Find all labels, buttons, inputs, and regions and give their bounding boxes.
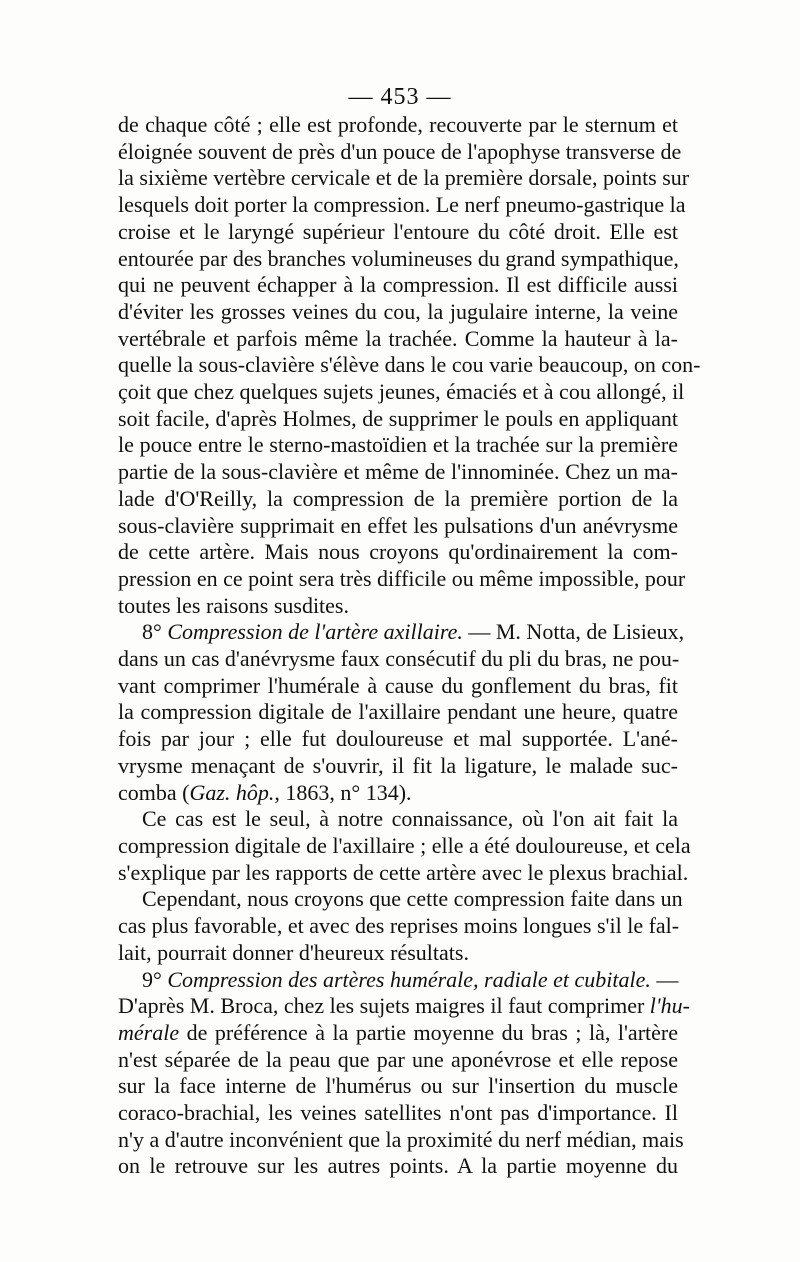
text-line: Ce cas est le seul, à notre connaissance, où l'on ait fait la [142,806,678,832]
text-line [118,1020,678,1047]
text-line: pression en ce point sera très difficile ou même impossible, pour [118,565,686,591]
text-line: vertébrale et parfois même la trachée. Comme la hauteur à la- [118,325,678,351]
text-line: s'explique par les rapports de cette artère avec le plexus brachial. [118,859,689,885]
text-line: vant comprimer l'humérale à cause du gonflement du bras, fit [118,672,678,698]
text-fragment: , 1863, n° 134). [274,779,412,805]
text-line: d'éviter les grosses veines du cou, la jugulaire interne, la veine [118,298,678,324]
text-fragment: — M. Notta, de Lisieux, [462,619,685,645]
text-line: compression digitale de l'axillaire ; elle a été douloureuse, et cela [118,832,691,858]
text-line: croise et le laryngé supérieur l'entoure du côté droit. Elle est [118,218,678,244]
section-number: 8° [142,619,168,645]
citation-line [118,780,678,807]
text-line: Cependant, nous croyons que cette compression faite dans un [142,886,683,912]
text-line: la sixième vertèbre cervicale et de la première dorsale, points sur [118,165,690,191]
text-line: dans un cas d'anévrysme faux consécutif du pli du bras, ne pou- [118,646,680,672]
italic-term: mérale [118,1019,180,1045]
text-line: sur la face interne de l'humérus ou sur l'insertion du muscle [118,1073,678,1099]
text-line: entourée par des branches volumineuses du grand sympathique, [118,245,679,271]
citation-source: Gaz. hôp. [189,779,275,805]
text-line: partie de la sous-clavière et même de l'innominée. Chez un ma- [118,459,678,485]
section-heading-line [118,967,678,994]
text-fragment: de préférence à la partie moyenne du bras ; là, l'artère [179,1019,678,1045]
text-line: coraco-brachial, les veines satellites n'ont pas d'importance. Il [118,1100,678,1126]
section-number: 9° [142,966,168,992]
page-number: — 453 — [348,84,452,110]
text-line: quelle la sous-clavière s'élève dans le cou varie beaucoup, on con- [118,352,701,378]
section-title: Compression de l'artère axillaire. [167,619,463,645]
text-fragment: — [650,966,679,992]
text-line: vrysme menaçant de s'ouvrir, il fit la ligature, le malade suc- [118,752,678,778]
text-line [118,993,690,1020]
text-line: qui ne peuvent échapper à la compression. Il est difficile aussi [118,272,678,298]
text-fragment: D'après M. Broca, chez les sujets maigres il faut comprimer [118,993,650,1019]
text-line: la compression digitale de l'axillaire pendant une heure, quatre [118,699,678,725]
section-heading-line [118,619,685,646]
text-line: lade d'O'Reilly, la compression de la première portion de la [118,485,678,511]
section-title: Compression des artères humérale, radiale et cubitale. [167,966,651,992]
text-line: fois par jour ; elle fut douloureuse et mal supportée. L'ané- [118,726,678,752]
italic-term: l'hu- [649,993,690,1019]
text-line: sous-clavière supprimait en effet les pulsations d'un anévrysme [118,512,678,538]
text-line: soit facile, d'après Holmes, de supprimer le pouls en appliquant [118,405,678,431]
text-line: éloignée souvent de près d'un pouce de l'apophyse transverse de [118,138,682,164]
text-line: toutes les raisons susdites. [118,592,349,618]
text-line: de chaque côté ; elle est profonde, recouverte par le sternum et [118,112,678,137]
text-line: de cette artère. Mais nous croyons qu'ordinairement la com- [118,539,678,565]
text-line: çoit que chez quelques sujets jeunes, émaciés et à cou allongé, il [118,379,685,405]
body-text [118,112,701,1180]
text-line: lait, pourrait donner d'heureux résultats. [118,939,469,965]
text-line: cas plus favorable, et avec des reprises moins longues s'il le fal- [118,913,680,939]
text-line: lesquels doit porter la compression. Le nerf pneumo-gastrique la [118,192,686,218]
text-line: on le retrouve sur les autres points. A la partie moyenne du [118,1153,678,1179]
text-fragment: comba ( [118,779,190,805]
text-line: n'est séparée de la peau que par une aponévrose et elle repose [118,1046,678,1072]
text-line: le pouce entre le sterno-mastoïdien et la trachée sur la première [118,432,678,458]
text-line: n'y a d'autre inconvénient que la proximité du nerf médian, mais [118,1126,684,1152]
